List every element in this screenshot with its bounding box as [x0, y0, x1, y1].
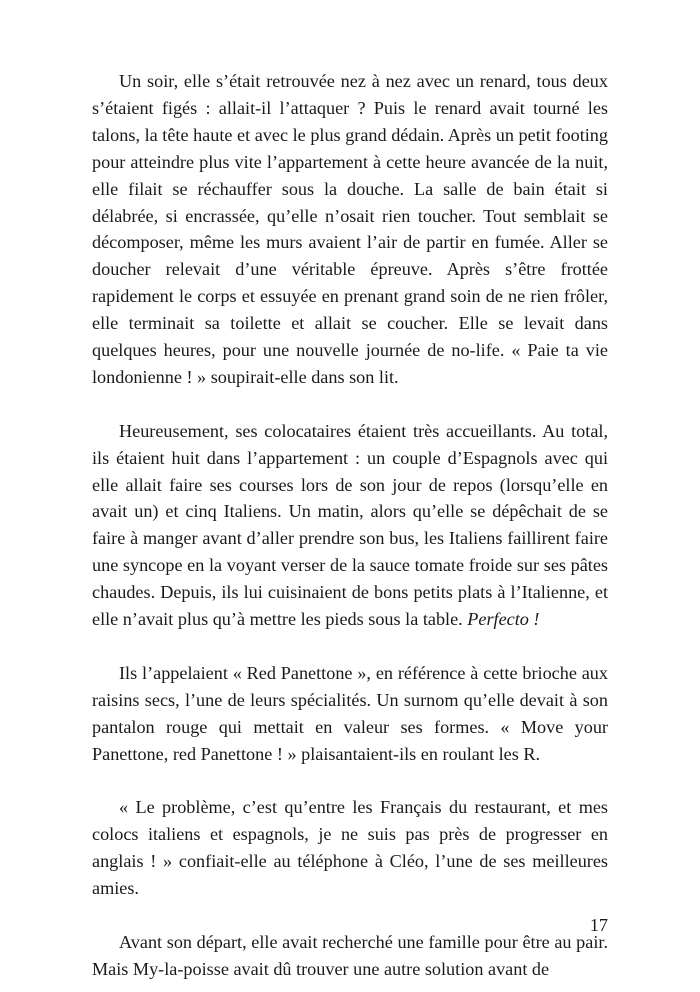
- paragraph-4: [92, 794, 608, 902]
- paragraph-5: [92, 929, 608, 983]
- paragraph-1: [92, 68, 608, 391]
- paragraph-3: [92, 660, 608, 768]
- paragraph-5-text: Avant son départ, elle avait recherché une famille pour être au pair. Mais My-la-poisse avait dû trouver une autre solution avant de: [92, 931, 608, 979]
- paragraph-1-text: Un soir, elle s’était retrouvée nez à nez avec un renard, tous deux s’étaient figés : allait-il l’attaquer ? Puis le renard avait tourné les talons, la tête haute et avec le plus grand dédain. Après un petit footing pour atteindre plus vite l’appartement à cette heure avancée de la nuit, elle filait se réchauffer sous la douche. La salle de bain était si délabrée, si encrassée, qu’elle n’osait rien toucher. Tout semblait se décomposer, même les murs avaient l’air de partir en fumée. Aller se doucher relevait d’une véritable épreuve. Après s’être frottée rapidement le corps et essuyée en prenant grand soin de ne rien frôler, elle terminait sa toilette et allait se coucher. Elle se levait dans quelques heures, pour une nouvelle journée de no-life. « Paie ta vie londonienne ! » soupirait-elle dans son lit.: [92, 71, 608, 387]
- page-number: 17: [589, 915, 608, 935]
- paragraph-4-text: « Le problème, c’est qu’entre les Français du restaurant, et mes colocs italiens et espagnols, je ne suis pas près de progresser en anglais ! » confiait-elle au téléphone à Cléo, l’une de ses meilleures amies.: [92, 797, 608, 899]
- paragraph-2-text: Heureusement, ses colocataires étaient très accueillants. Au total, ils étaient huit dans l’appartement : un couple d’Espagnols avec qui elle allait faire ses courses lors de son jour de repos (lorsqu’elle en avait un) et cinq Italiens. Un matin, alors qu’elle se dépêchait de se faire à manger avant d’aller prendre son bus, les Italiens faillirent faire une syncope en la voyant verser de la sauce tomate froide sur ses pâtes chaudes. Depuis, ils lui cuisinaient de bons petits plats à l’Italienne, et elle n’avait plus qu’à mettre les pieds sous la table.: [92, 420, 608, 630]
- paragraph-2-italic: Perfecto !: [467, 609, 540, 630]
- paragraph-2: [92, 418, 608, 633]
- paragraph-3-text: Ils l’appelaient « Red Panettone », en référence à cette brioche aux raisins secs, l’une de leurs spécialités. Un surnom qu’elle devait à son pantalon rouge qui mettait en valeur ses formes. « Move your Panettone, red Panettone ! » plaisantaient-ils en roulant les R.: [92, 662, 608, 764]
- page-body: [92, 68, 608, 983]
